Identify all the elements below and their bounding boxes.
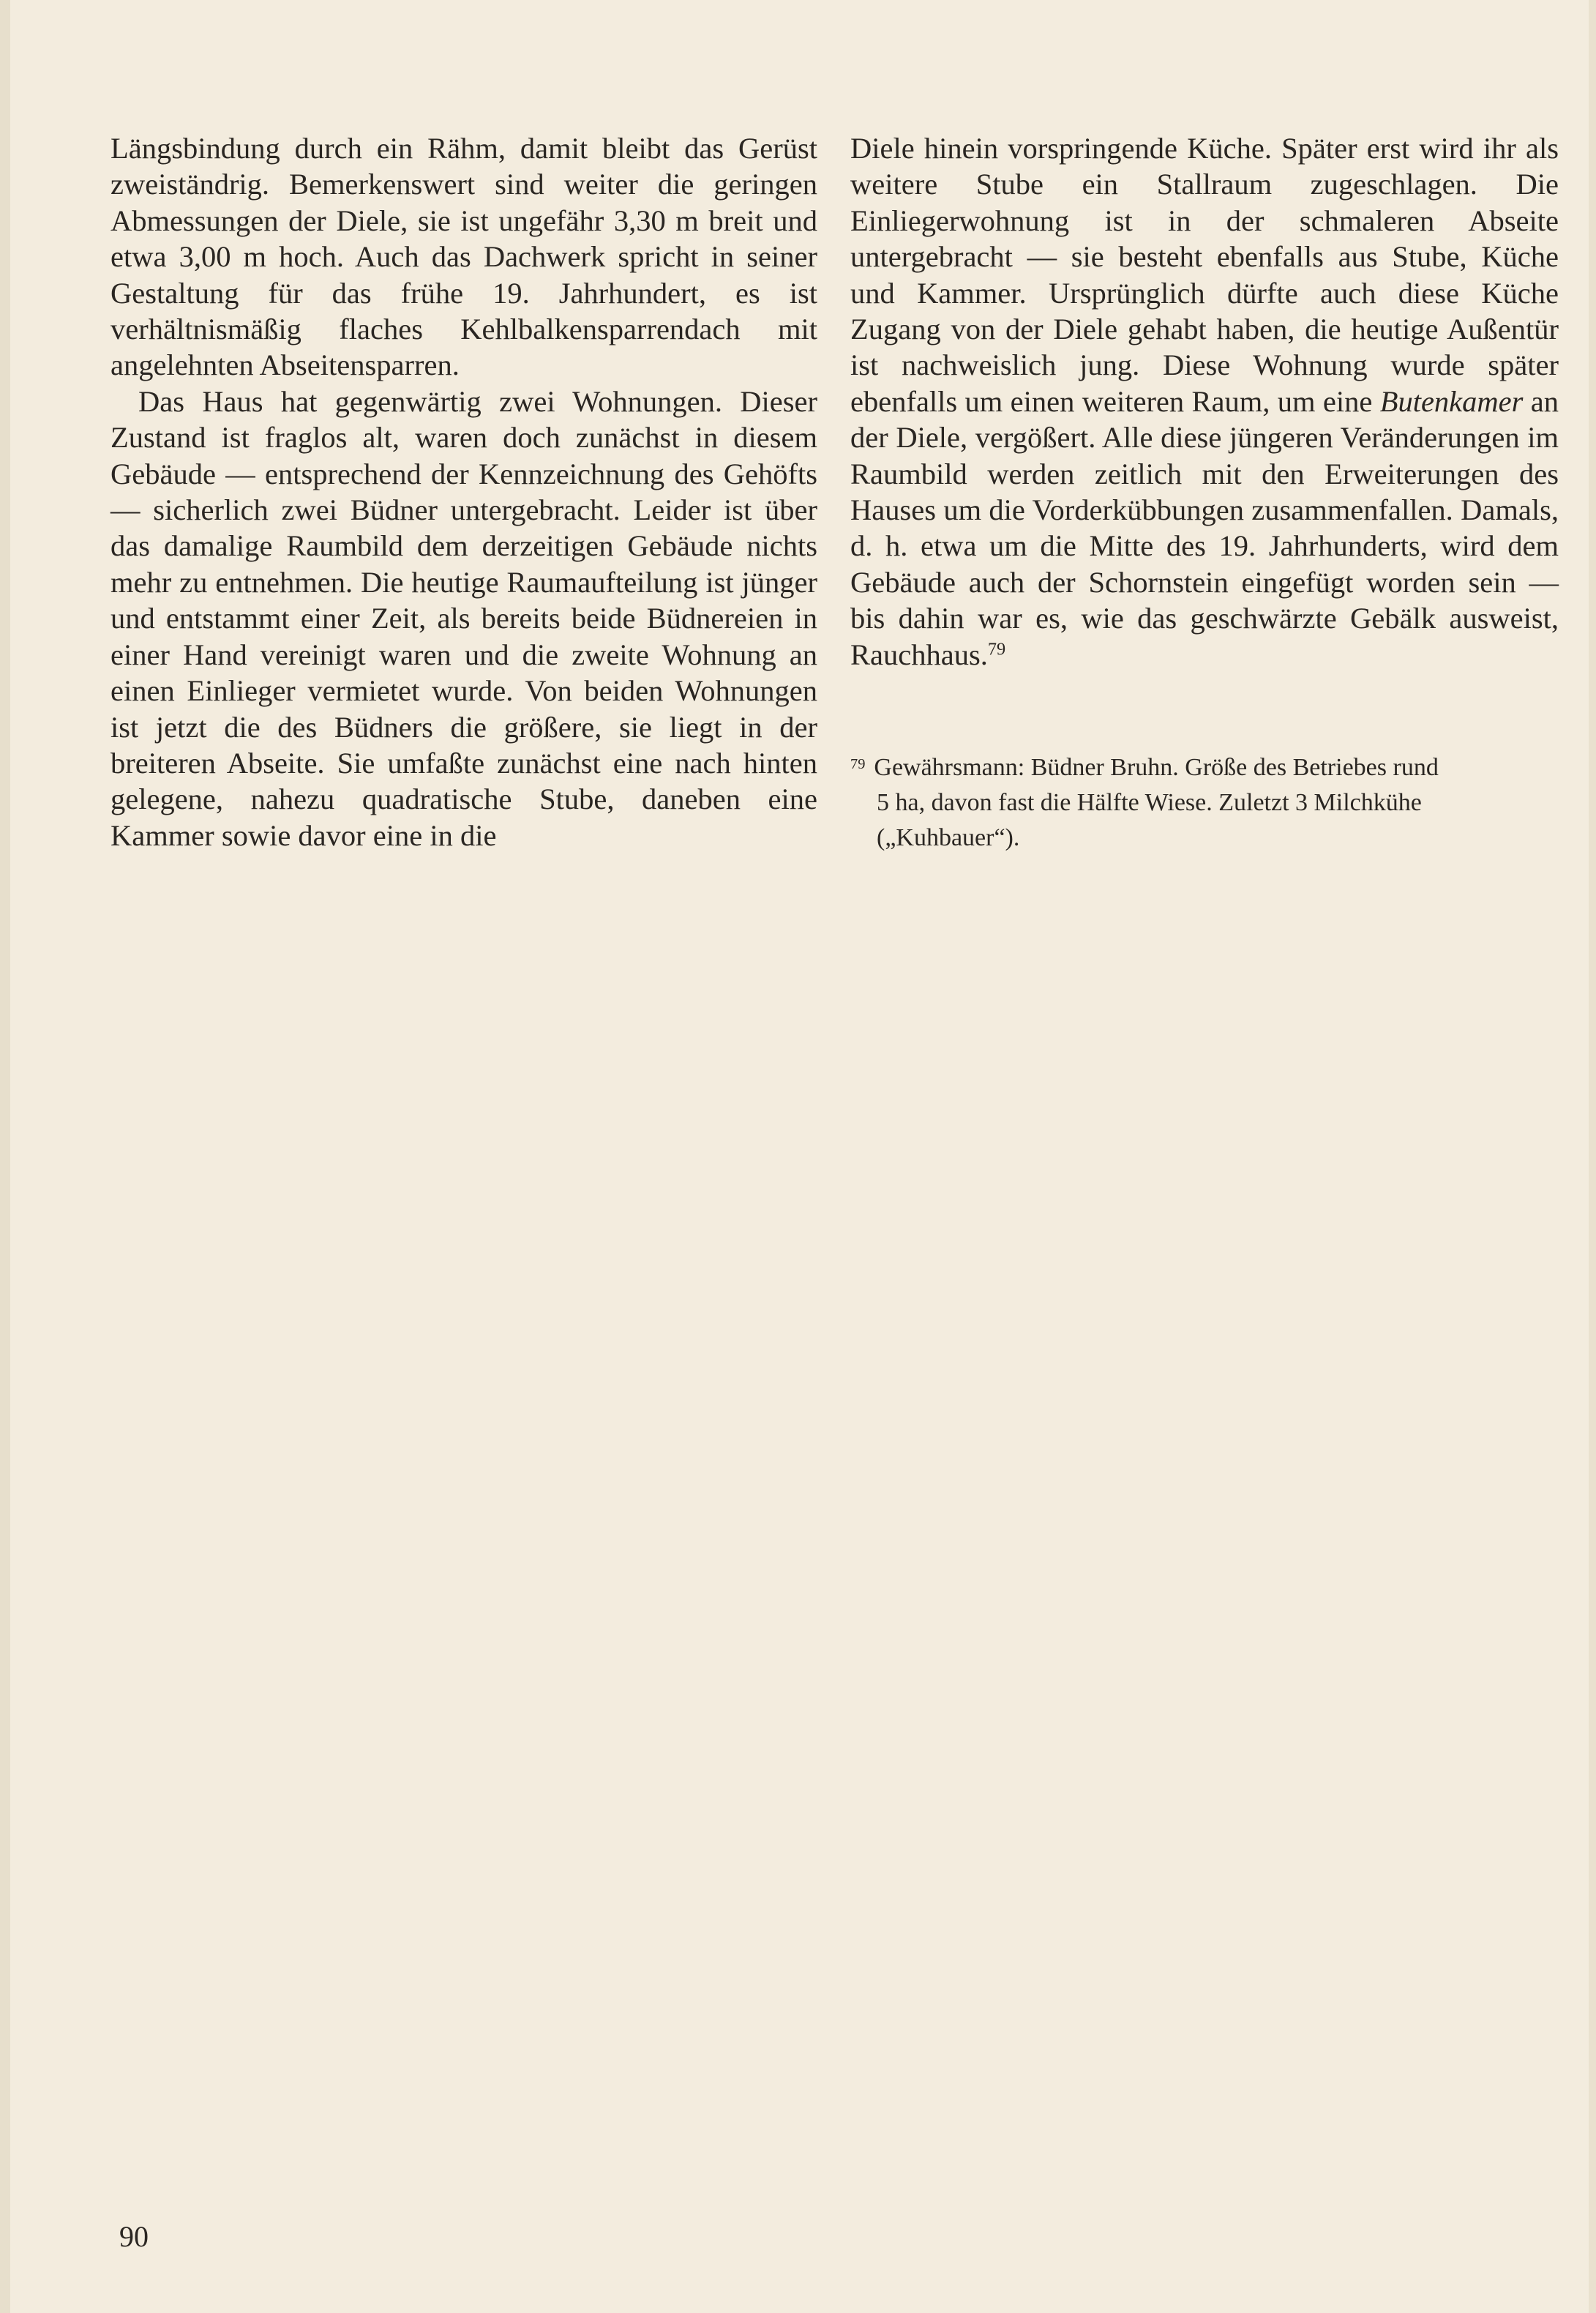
footnote (850, 747, 1559, 856)
paragraph-2: Das Haus hat gegenwärtig zwei Wohnungen. Dieser Zustand ist fraglos alt, waren doch zunächst in diesem Gebäude — entsprechend der Kennzeichnung des Gehöfts — sicherlich zwei Büdner untergebracht. Leider ist über das damalige Raumbild dem derzeitigen Gebäude nichts mehr zu entnehmen. Die heutige Raumaufteilung ist jünger und entstammt einer Zeit, als bereits beide Büdnereien in einer Hand vereinigt waren und die zweite Wohnung an einen Einlieger vermietet wurde. Von beiden Wohnungen ist jetzt die des Büdners die größere, sie liegt in der breiteren Abseite. Sie umfaßte zunächst eine nach hinten gelegene, nahezu quadratische Stube, daneben eine Kammer sowie davor eine in die (110, 384, 817, 852)
footnote-reference: 79 (987, 639, 1006, 659)
footnote-text-1: Gewährsmann: Büdner Bruhn. Größe des Betriebes rund (874, 754, 1439, 782)
paragraph-3 (850, 130, 1559, 673)
footnote-line-2: 5 ha, davon fast die Hälfte Wiese. Zuletzt 3 Milchkühe (877, 789, 1422, 817)
footnote-line-3: („Kuhbauer“). (877, 824, 1020, 852)
page-number: 90 (119, 2220, 149, 2253)
paragraph-3-text-a: Diele hinein vorspringende Küche. Später erst wird ihr als weitere Stube ein Stallraum zugeschlagen. Die Einliegerwohnung ist in der schmaleren Abseite untergebracht — sie besteht ebenfalls aus Stube, Küche und Kammer. Ursprünglich dürfte auch diese Küche Zugang von der Diele gehabt haben, die heutige Außentür ist nachweislich jung. Diese Wohnung wurde später ebenfalls um einen weiteren Raum, um eine (850, 132, 1559, 418)
right-text-column (850, 130, 1559, 673)
left-text-column (110, 130, 817, 853)
paragraph-3-text-b: an der Diele, vergößert. Alle diese jüngeren Veränderungen im Raumbild werden zeitlich mit den Erweiterungen des Hauses um die Vorderkübbungen zusammenfallen. Damals, d. h. etwa um die Mitte des 19. Jahrhunderts, wird dem Gebäude auch der Schornstein eingefügt worden sein — bis dahin war es, wie das geschwärzte Gebälk ausweist, Rauchhaus. (850, 384, 1559, 671)
italic-term: Butenkamer (1379, 384, 1524, 418)
footnote-number: 79 (850, 756, 866, 772)
paragraph-1: Längsbindung durch ein Rähm, damit bleibt das Gerüst zweiständrig. Bemerkenswert sind weiter die geringen Abmessungen der Diele, sie ist ungefähr 3,30 m breit und etwa 3,00 m hoch. Auch das Dachwerk spricht in seiner Gestaltung für das frühe 19. Jahrhundert, es ist verhältnismäßig flaches Kehlbalkensparrendach mit angelehnten Abseitensparren. (110, 132, 817, 382)
footnote-line-1 (850, 747, 1559, 785)
